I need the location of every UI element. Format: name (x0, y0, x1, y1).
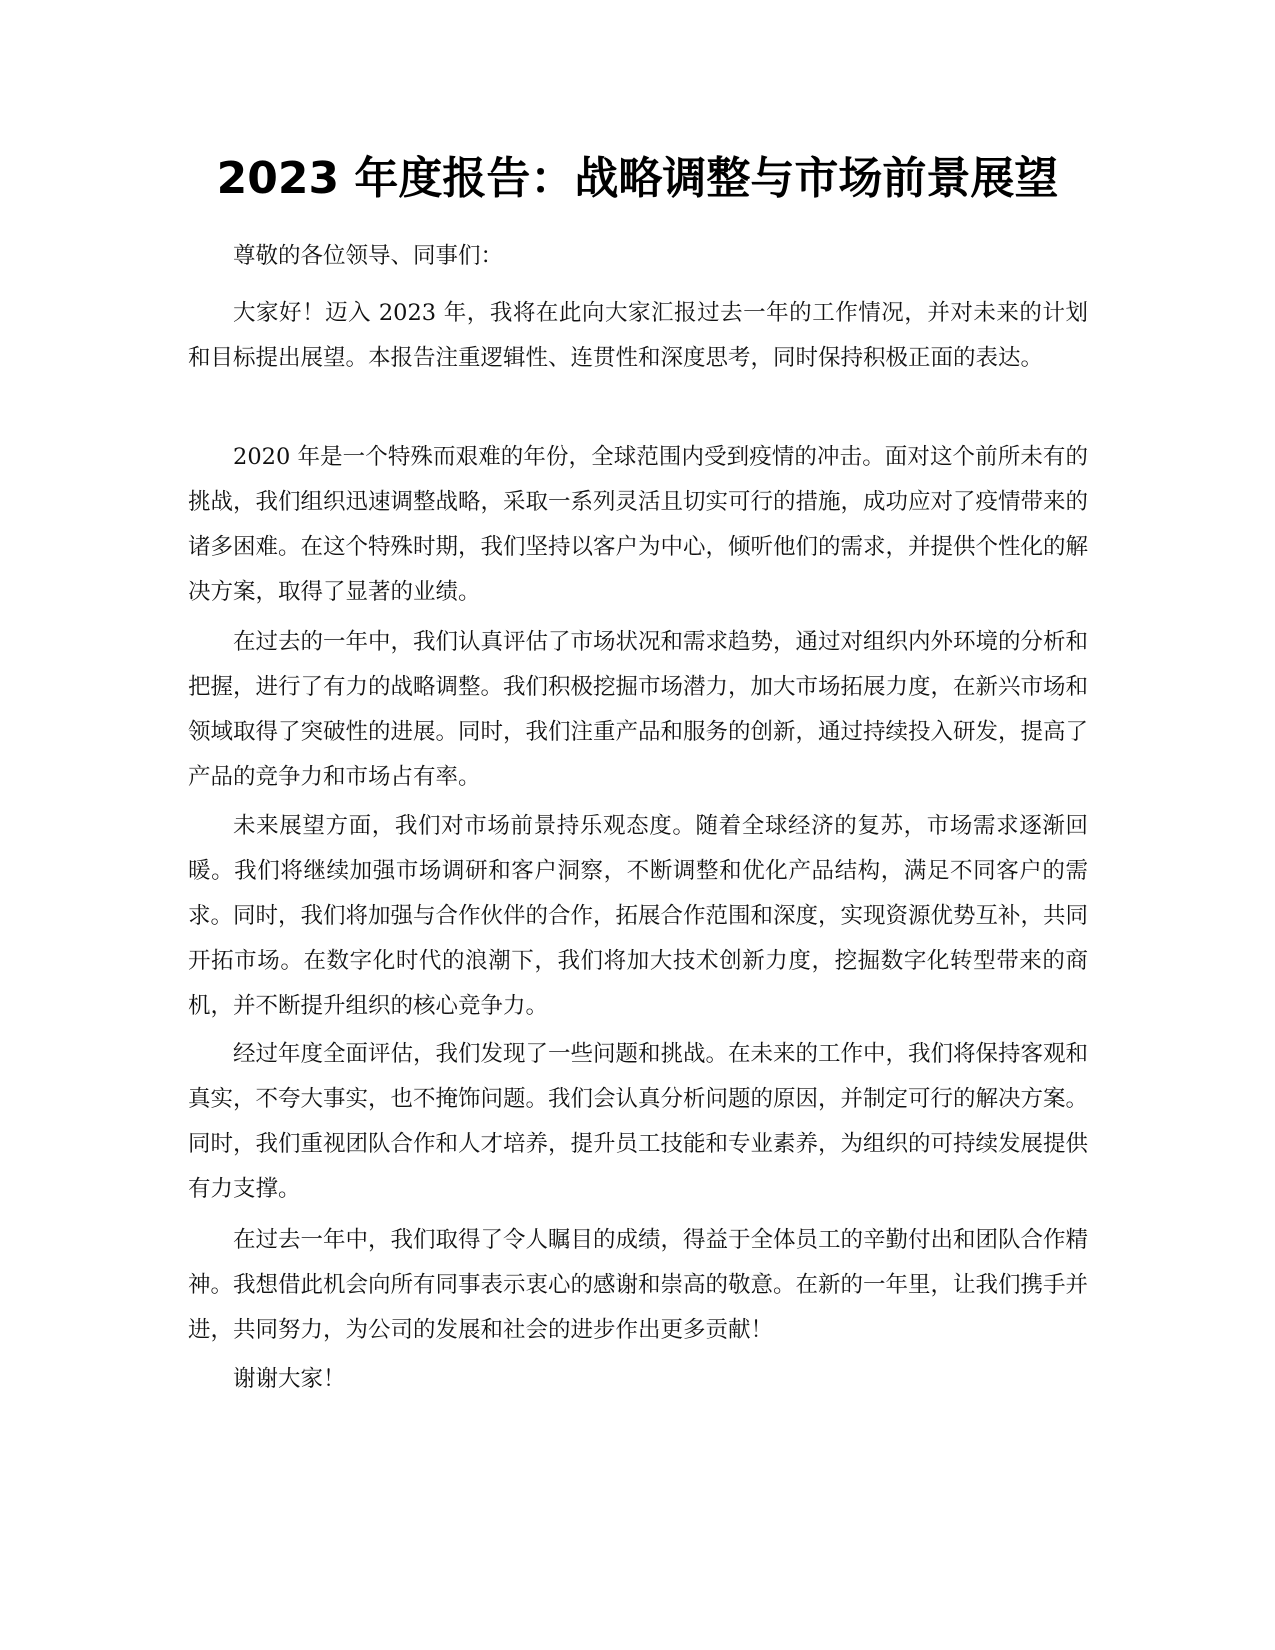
body-paragraph-1: 大家好！迈入 2023 年，我将在此向大家汇报过去一年的工作情况，并对未来的计划和目标提出展望。本报告注重逻辑性、连贯性和深度思考，同时保持积极正面的表达。 (188, 300, 1088, 371)
closing-paragraph: 谢谢大家！ (233, 1366, 346, 1392)
salutation-paragraph: 尊敬的各位领导、同事们： (233, 243, 504, 269)
document-title: 2023 年度报告：战略调整与市场前景展望 (216, 153, 1059, 204)
body-paragraph-2: 2020 年是一个特殊而艰难的年份，全球范围内受到疫情的冲击。面对这个前所未有的挑战，我们组织迅速调整战略，采取一系列灵活且切实可行的措施，成功应对了疫情带来的诸多困难。在这个特殊时期，我们坚持以客户为中心，倾听他们的需求，并提供个性化的解决方案，取得了显著的业绩。 (188, 444, 1089, 605)
body-paragraph-4: 未来展望方面，我们对市场前景持乐观态度。随着全球经济的复苏，市场需求逐渐回暖。我们将继续加强市场调研和客户洞察，不断调整和优化产品结构，满足不同客户的需求。同时，我们将加强与合作伙伴的合作，拓展合作范围和深度，实现资源优势互补，共同开拓市场。在数字化时代的浪潮下，我们将加大技术创新力度，挖掘数字化转型带来的商机，并不断提升组织的核心竞争力。 (188, 813, 1089, 1019)
body-paragraph-5: 经过年度全面评估，我们发现了一些问题和挑战。在未来的工作中，我们将保持客观和真实，不夸大事实，也不掩饰问题。我们会认真分析问题的原因，并制定可行的解决方案。同时，我们重视团队合作和人才培养，提升员工技能和专业素养，为组织的可持续发展提供有力支撑。 (188, 1041, 1089, 1202)
body-paragraph-6: 在过去一年中，我们取得了令人瞩目的成绩，得益于全体员工的辛勤付出和团队合作精神。我想借此机会向所有同事表示衷心的感谢和崇高的敬意。在新的一年里，让我们携手并进，共同努力，为公司的发展和社会的进步作出更多贡献！ (188, 1227, 1089, 1343)
body-paragraph-3: 在过去的一年中，我们认真评估了市场状况和需求趋势，通过对组织内外环境的分析和把握，进行了有力的战略调整。我们积极挖掘市场潜力，加大市场拓展力度，在新兴市场和领域取得了突破性的进展。同时，我们注重产品和服务的创新，通过持续投入研发，提高了产品的竞争力和市场占有率。 (188, 629, 1089, 790)
